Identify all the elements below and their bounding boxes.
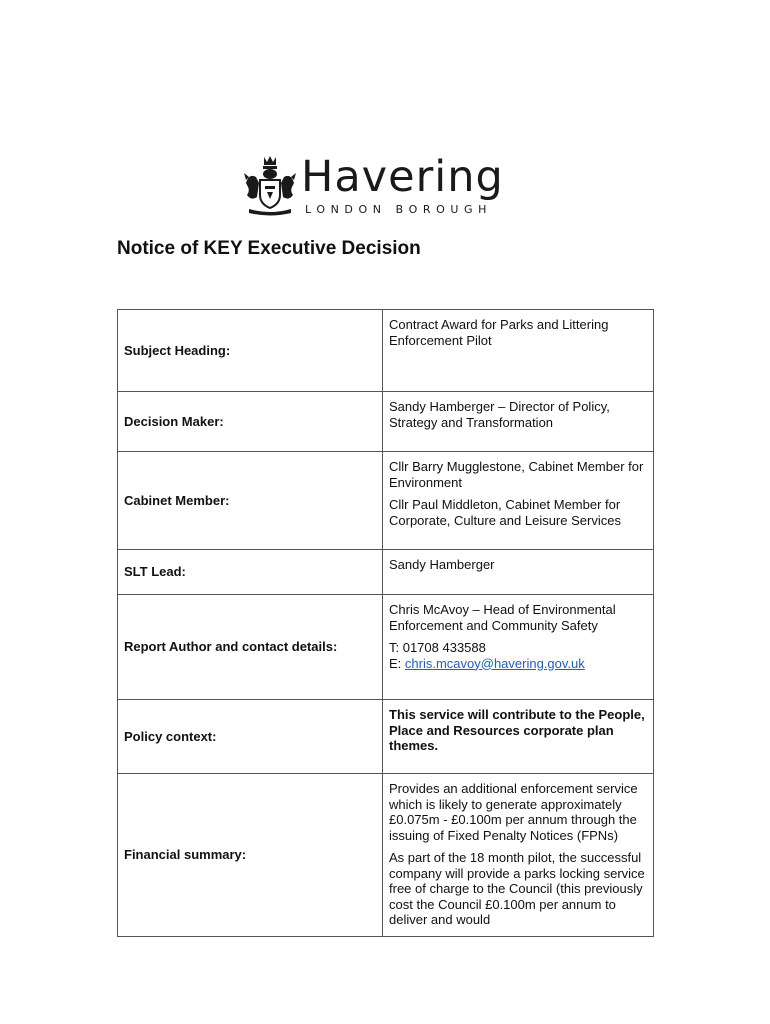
report-author-label: Report Author and contact details: [118, 595, 383, 700]
slt-lead-label: SLT Lead: [118, 550, 383, 595]
decision-maker-text: Sandy Hamberger – Director of Policy, Strategy and Transformation [389, 399, 610, 430]
financial-summary-label: Financial summary: [118, 774, 383, 937]
havering-coat-of-arms-icon [243, 155, 297, 217]
policy-context-text: This service will contribute to the People, Place and Resources corporate plan themes. [389, 707, 645, 753]
report-author-phone: T: 01708 433588 [389, 640, 486, 655]
email-prefix: E: [389, 655, 405, 671]
cabinet-member-2: Cllr Paul Middleton, Cabinet Member for Corporate, Culture and Leisure Services [389, 497, 621, 528]
table-row [118, 452, 654, 550]
report-author-text: Chris McAvoy – Head of Environmental Enforcement and Community Safety [389, 602, 616, 633]
logo-wordmark: Havering [301, 152, 504, 202]
financial-summary-value [383, 774, 654, 937]
havering-logo [243, 152, 523, 217]
cabinet-member-label: Cabinet Member: [118, 452, 383, 550]
decision-maker-label: Decision Maker: [118, 392, 383, 452]
slt-lead-text: Sandy Hamberger [389, 557, 495, 572]
decision-maker-value [383, 392, 654, 452]
financial-summary-1: Provides an additional enforcement service which is likely to generate approximately £0.075m - £0.100m per annum through the issuing of Fixed Penalty Notices (FPNs) [389, 781, 638, 843]
report-author-value [383, 595, 654, 700]
author-email-link[interactable]: chris.mcavoy@havering.gov.uk [404, 655, 585, 671]
slt-lead-value [383, 550, 654, 595]
table-row [118, 700, 654, 774]
table-row [118, 550, 654, 595]
policy-context-label: Policy context: [118, 700, 383, 774]
subject-heading-text: Contract Award for Parks and Littering Enforcement Pilot [389, 317, 609, 348]
subject-heading-label: Subject Heading: [118, 310, 383, 392]
table-row [118, 392, 654, 452]
financial-summary-clip [389, 781, 647, 936]
decision-table [117, 309, 654, 937]
logo-subline: LONDON BOROUGH [305, 203, 493, 216]
page-title: Notice of KEY Executive Decision [117, 238, 421, 259]
subject-heading-value [383, 310, 654, 392]
cabinet-member-value [383, 452, 654, 550]
policy-context-value [383, 700, 654, 774]
cabinet-member-1: Cllr Barry Mugglestone, Cabinet Member for Environment [389, 459, 644, 490]
table-row [118, 595, 654, 700]
financial-summary-2: As part of the 18 month pilot, the successful company will provide a parks locking service free of charge to the Council (this previously cost the Council £0.100m per annum to deliver and would [389, 850, 645, 927]
table-row [118, 774, 654, 937]
table-row [118, 310, 654, 392]
report-author-contact [389, 640, 647, 671]
